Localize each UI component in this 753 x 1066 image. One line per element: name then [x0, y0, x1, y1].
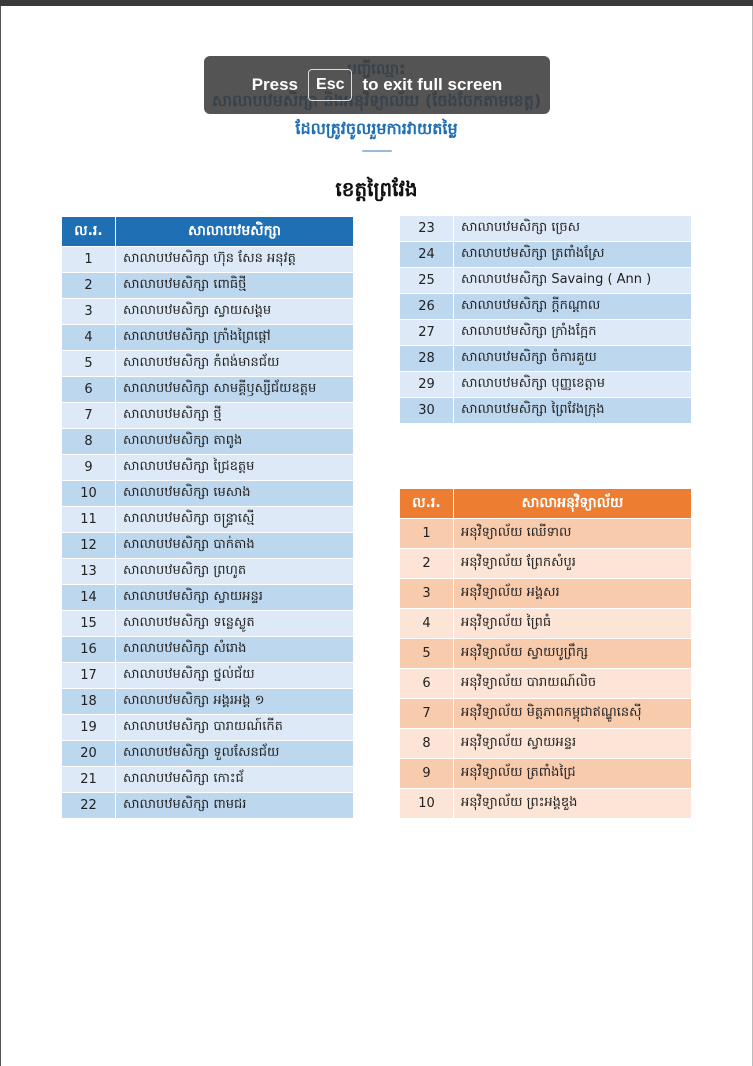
col-header-no: ល.រ.: [400, 489, 454, 519]
table-row: [62, 325, 354, 351]
school-name: អនុវិទ្យាល័យ មិត្តភាពកម្ពុជាឥណ្ឌូនេស៊ី: [454, 699, 692, 729]
school-name: អនុវិទ្យាល័យ បារាយណ៍លិច: [454, 669, 692, 699]
school-name: សាលាបឋមសិក្សា សាមគ្គីឫស្សីជ័យឧត្តម: [116, 377, 354, 403]
primary-table-body: [62, 247, 354, 819]
school-name: សាលាបឋមសិក្សា ក្រាំងព្រៃផ្តៅ: [116, 325, 354, 351]
primary-school-table-continued: [400, 216, 692, 424]
primary-school-table: [62, 217, 354, 819]
table-row: [62, 663, 354, 689]
school-name: សាលាបឋមសិក្សា ស្វាយអន្ទរ: [116, 585, 354, 611]
row-number: 16: [62, 637, 116, 663]
row-number: 21: [62, 767, 116, 793]
primary-table-body-continued: [400, 216, 692, 424]
table-row: [62, 741, 354, 767]
row-number: 1: [400, 519, 454, 549]
row-number: 18: [62, 689, 116, 715]
col-header-school: សាលាអនុវិទ្យាល័យ: [454, 489, 692, 519]
row-number: 4: [400, 609, 454, 639]
row-number: 26: [400, 294, 454, 320]
table-row: [400, 789, 692, 819]
row-number: 3: [62, 299, 116, 325]
row-number: 28: [400, 346, 454, 372]
school-name: សាលាបឋមសិក្សា ហ៊ុន សែន អនុវត្ត: [116, 247, 354, 273]
page-left-edge: [0, 6, 1, 1066]
row-number: 1: [62, 247, 116, 273]
table-row: [400, 216, 692, 242]
row-number: 13: [62, 559, 116, 585]
table-row: [62, 689, 354, 715]
school-name: សាលាបឋមសិក្សា បាក់តាង: [116, 533, 354, 559]
school-name: សាលាបឋមសិក្សា ចំការគួយ: [454, 346, 692, 372]
row-number: 29: [400, 372, 454, 398]
school-name: សាលាបឋមសិក្សា ព្រហូត: [116, 559, 354, 585]
row-number: 30: [400, 398, 454, 424]
school-name: អនុវិទ្យាល័យ ព្រៃធំ: [454, 609, 692, 639]
table-row: [62, 559, 354, 585]
table-row: [62, 299, 354, 325]
school-name: សាលាបឋមសិក្សា Savaing ( Ann ): [454, 268, 692, 294]
row-number: 15: [62, 611, 116, 637]
title-ornament: [362, 150, 392, 152]
table-row: [62, 247, 354, 273]
row-number: 4: [62, 325, 116, 351]
row-number: 11: [62, 507, 116, 533]
row-number: 7: [62, 403, 116, 429]
row-number: 8: [62, 429, 116, 455]
school-name: សាលាបឋមសិក្សា ចន្ទ្រាស្មើ: [116, 507, 354, 533]
row-number: 10: [400, 789, 454, 819]
esc-key-badge: Esc: [308, 69, 352, 101]
school-name: អនុវិទ្យាល័យ ស្វាយបូព្រឹក្ស: [454, 639, 692, 669]
row-number: 7: [400, 699, 454, 729]
row-number: 9: [400, 759, 454, 789]
row-number: 9: [62, 455, 116, 481]
school-name: សាលាបឋមសិក្សា សំរោង: [116, 637, 354, 663]
school-name: អនុវិទ្យាល័យ ព្រះអង្គឌួង: [454, 789, 692, 819]
table-row: [400, 549, 692, 579]
table-row: [62, 377, 354, 403]
row-number: 10: [62, 481, 116, 507]
lower-secondary-table-body: [400, 519, 692, 819]
table-row: [62, 403, 354, 429]
table-row: [400, 372, 692, 398]
table-row: [400, 346, 692, 372]
province-heading: ខេត្តព្រៃវែង: [335, 177, 418, 201]
table-row: [400, 579, 692, 609]
col-header-school: សាលាបឋមសិក្សា: [116, 217, 354, 247]
table-row: [400, 699, 692, 729]
table-row: [62, 767, 354, 793]
table-row: [400, 639, 692, 669]
table-row: [400, 669, 692, 699]
school-name: សាលាបឋមសិក្សា ជ្រៃឧត្តម: [116, 455, 354, 481]
row-number: 19: [62, 715, 116, 741]
table-row: [62, 429, 354, 455]
table-row: [400, 759, 692, 789]
school-name: សាលាបឋមសិក្សា ទន្លេស្លូត: [116, 611, 354, 637]
table-row: [400, 398, 692, 424]
table-row: [62, 507, 354, 533]
table-row: [62, 533, 354, 559]
table-row: [400, 609, 692, 639]
notice-press: Press: [251, 75, 299, 94]
table-row: [400, 519, 692, 549]
row-number: 25: [400, 268, 454, 294]
school-name: សាលាបឋមសិក្សា ត្រពាំងស្រែ: [454, 242, 692, 268]
table-row: [400, 268, 692, 294]
row-number: 24: [400, 242, 454, 268]
table-row: [62, 715, 354, 741]
table-row: [62, 351, 354, 377]
row-number: 20: [62, 741, 116, 767]
table-row: [400, 294, 692, 320]
table-row: [62, 455, 354, 481]
table-row: [62, 611, 354, 637]
table-row: [62, 585, 354, 611]
school-name: សាលាបឋមសិក្សា បុញ្ញខេត្តាម: [454, 372, 692, 398]
school-name: សាលាបឋមសិក្សា ទួលសែនជ័យ: [116, 741, 354, 767]
school-name: សាលាបឋមសិក្សា កំពង់មានជ័យ: [116, 351, 354, 377]
school-name: អនុវិទ្យាល័យ ព្រែកសំបួរ: [454, 549, 692, 579]
row-number: 8: [400, 729, 454, 759]
school-name: សាលាបឋមសិក្សា បារាយណ៍កើត: [116, 715, 354, 741]
school-name: សាលាបឋមសិក្សា កោះជ័: [116, 767, 354, 793]
table-row: [400, 242, 692, 268]
row-number: 17: [62, 663, 116, 689]
doc-title-line-3: ដែលត្រូវចូលរួមការវាយតម្លៃ: [295, 119, 458, 138]
row-number: 12: [62, 533, 116, 559]
table-row: [62, 637, 354, 663]
school-name: សាលាបឋមសិក្សា មេសាង: [116, 481, 354, 507]
row-number: 2: [62, 273, 116, 299]
lower-secondary-school-table: [400, 489, 692, 819]
row-number: 23: [400, 216, 454, 242]
school-name: សាលាបឋមសិក្សា ស្វាយសង្គម: [116, 299, 354, 325]
table-row: [62, 793, 354, 819]
row-number: 27: [400, 320, 454, 346]
row-number: 5: [400, 639, 454, 669]
row-number: 6: [400, 669, 454, 699]
school-name: អនុវិទ្យាល័យ អង្គសរ: [454, 579, 692, 609]
school-name: សាលាបឋមសិក្សា ច្រេស: [454, 216, 692, 242]
school-name: សាលាបឋមសិក្សា ពាមជរ: [116, 793, 354, 819]
row-number: 2: [400, 549, 454, 579]
school-name: សាលាបឋមសិក្សា ពោធិថ្មី: [116, 273, 354, 299]
school-name: សាលាបឋមសិក្សា អង្គរអង្គ ១: [116, 689, 354, 715]
school-name: សាលាបឋមសិក្សា ក្តីកណ្តាល: [454, 294, 692, 320]
school-name: សាលាបឋមសិក្សា ថ្មី: [116, 403, 354, 429]
school-name: អនុវិទ្យាល័យ ឈើទាល: [454, 519, 692, 549]
notice-rest: to exit full screen: [362, 75, 503, 94]
table-row: [400, 729, 692, 759]
row-number: 5: [62, 351, 116, 377]
fullscreen-exit-notice: [204, 56, 550, 114]
row-number: 14: [62, 585, 116, 611]
school-name: សាលាបឋមសិក្សា ក្រាំងក្អែក: [454, 320, 692, 346]
row-number: 22: [62, 793, 116, 819]
school-name: សាលាបឋមសិក្សា ព្រៃវែងក្រុង: [454, 398, 692, 424]
table-row: [62, 481, 354, 507]
school-name: អនុវិទ្យាល័យ ស្វាយអន្ទរ: [454, 729, 692, 759]
row-number: 3: [400, 579, 454, 609]
school-name: សាលាបឋមសិក្សា ថ្នល់ជ័យ: [116, 663, 354, 689]
table-row: [62, 273, 354, 299]
row-number: 6: [62, 377, 116, 403]
browser-top-bar: [0, 0, 753, 6]
col-header-no: ល.រ.: [62, 217, 116, 247]
table-row: [400, 320, 692, 346]
school-name: អនុវិទ្យាល័យ ត្រពាំងជ្រៃ: [454, 759, 692, 789]
school-name: សាលាបឋមសិក្សា តាពូង: [116, 429, 354, 455]
